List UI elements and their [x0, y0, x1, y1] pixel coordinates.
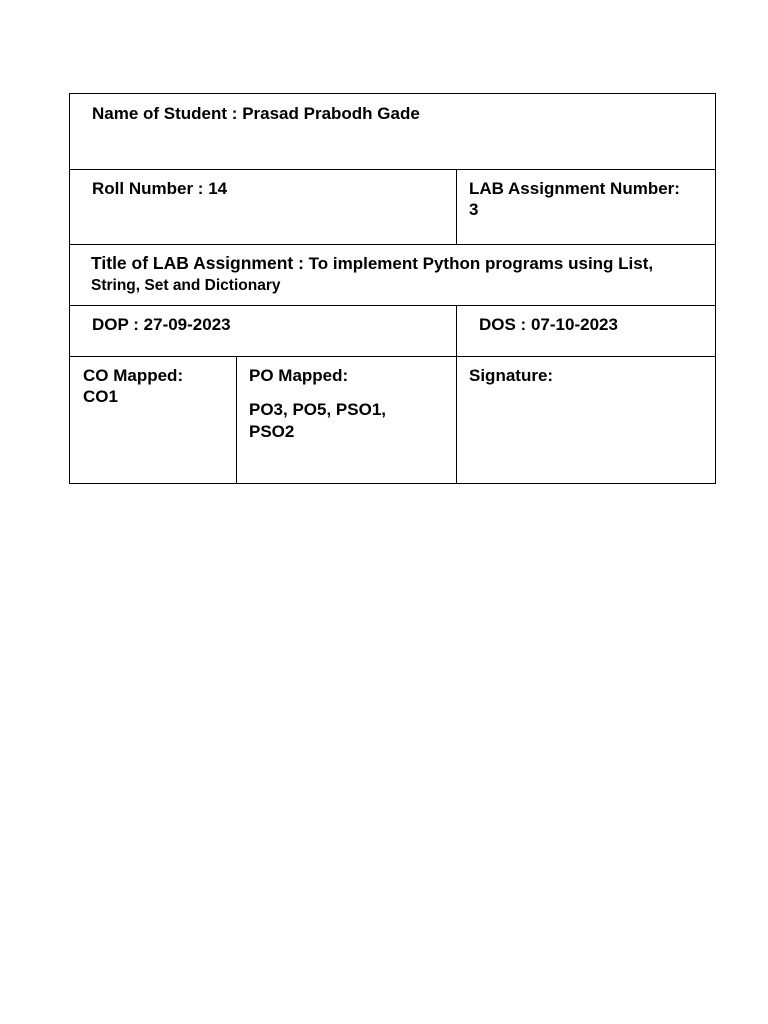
student-name-label: Name of Student :	[92, 104, 238, 123]
co-mapped-cell	[70, 357, 236, 483]
po-mapped-cell	[236, 357, 456, 483]
title-text-line-1: To implement Python programs using List,	[308, 254, 654, 273]
student-name-value: Prasad Prabodh Gade	[242, 104, 420, 123]
dop-value: 27-09-2023	[143, 315, 231, 334]
dos-line	[479, 314, 618, 335]
co-mapped-label: CO Mapped:	[83, 366, 184, 385]
row-dates	[70, 306, 715, 357]
roll-number-value: 14	[208, 179, 228, 198]
assignment-number-value: 3	[469, 200, 479, 219]
dos-label: DOS :	[479, 315, 527, 334]
dop-label: DOP :	[92, 315, 139, 334]
co-mapped-value: CO1	[83, 387, 118, 406]
po-mapped-label: PO Mapped:	[249, 366, 349, 385]
po-mapped-value-line-2: PSO2	[249, 422, 295, 441]
dop-line	[92, 314, 231, 335]
roll-number-label: Roll Number :	[92, 179, 204, 198]
assignment-number-cell	[456, 170, 715, 244]
row-mapping-signature	[70, 357, 715, 483]
po-mapped-value-line-1: PO3, PO5, PSO1,	[249, 400, 387, 419]
title-line-1	[91, 253, 653, 274]
signature-cell	[456, 357, 715, 483]
dos-value: 07-10-2023	[530, 315, 618, 334]
student-name-line	[92, 103, 420, 124]
roll-number-line	[92, 178, 227, 199]
signature-label: Signature:	[469, 366, 554, 385]
lab-assignment-header-table	[69, 93, 716, 484]
row-roll-assignment	[70, 170, 715, 245]
title-text-line-2: String, Set and Dictionary	[91, 277, 281, 294]
assignment-number-label: LAB Assignment Number:	[469, 179, 680, 198]
dos-cell	[456, 306, 715, 356]
title-label: Title of LAB Assignment :	[91, 253, 304, 273]
row-title	[70, 245, 715, 306]
row-student-name	[70, 94, 715, 170]
